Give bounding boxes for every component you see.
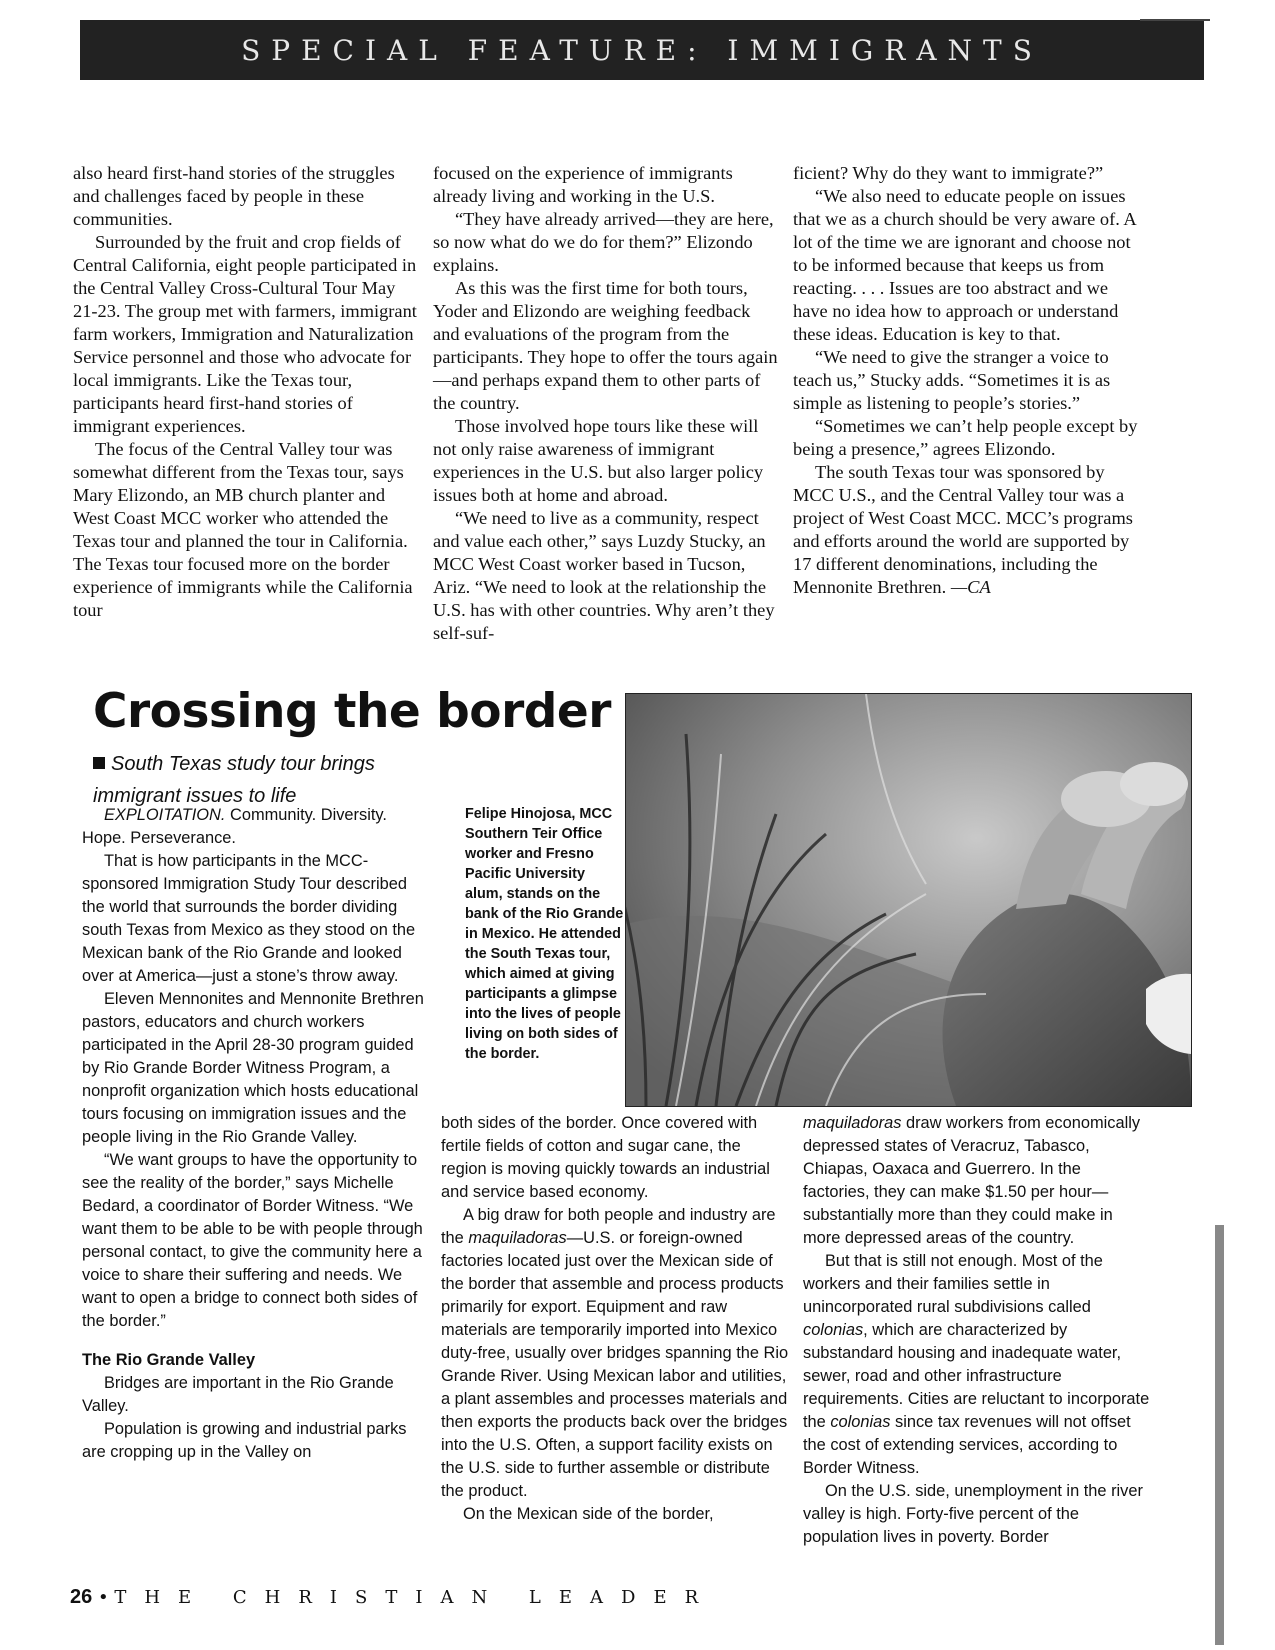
paragraph-text: A big draw for both people and industry are the bbox=[441, 1206, 776, 1247]
paragraph: “Sometimes we can’t help people except by being a presence,” agrees Elizondo. bbox=[793, 416, 1138, 459]
feature-column-1 bbox=[82, 804, 430, 1464]
paragraph: Eleven Mennonites and Mennonite Brethren pastors, educators and church workers participated in the April 28-30 program guided by Rio Grande Border Witness Program, a nonprofit organization which hosts educational tours focusing on immigration issues and the people living in the Rio Grande Valley. bbox=[82, 990, 424, 1146]
author-initials: —CA bbox=[950, 577, 991, 597]
photo-caption: Felipe Hinojosa, MCC Southern Teir Office worker and Fresno Pacific University alum, stands on the bank of the Rio Grande in Mexico. He attended the South Texas tour, which aimed at giving participants a glimpse into the lives of people living on both sides of the border. bbox=[465, 806, 624, 1062]
paragraph: Those involved hope tours like these will not only raise awareness of immigrant experiences in the U.S. but also larger policy issues both at home and abroad. bbox=[433, 416, 764, 505]
paragraph: “We need to live as a community, respect and value each other,” says Luzdy Stucky, an MCC West Coast worker based in Tucson, Ariz. “We need to look at the relationship the U.S. has with other countries. Why aren’t they self-suf- bbox=[433, 508, 775, 643]
paragraph bbox=[803, 1112, 1151, 1250]
paragraph bbox=[82, 804, 430, 850]
paragraph: On the U.S. side, unemployment in the river valley is high. Forty-five percent of the population lives in poverty. Border bbox=[803, 1482, 1143, 1546]
bullet-square-icon bbox=[93, 757, 105, 769]
photo-illustration bbox=[626, 694, 1191, 1106]
feature-headline: Crossing the border bbox=[93, 684, 611, 739]
paragraph bbox=[441, 1204, 789, 1503]
page-edge-bar bbox=[1215, 1225, 1224, 1645]
paragraph: “We want groups to have the opportunity to see the reality of the border,” says Michelle Bedard, a coordinator of Border Witness. “We want them to be able to be with people through personal contact, to give the community here a voice to share their suffering and needs. We want to open a bridge to connect both sides of the border.” bbox=[82, 1151, 423, 1330]
paragraph: also heard first-hand stories of the struggles and challenges faced by people in these communities. bbox=[73, 163, 395, 229]
feature-deck bbox=[93, 748, 433, 812]
feature-photo bbox=[625, 693, 1192, 1107]
paragraph-text: , which are characterized by substandard housing and inadequate water, sewer, road and other infrastructure requirements. Cities are reluctant to incorporate the bbox=[803, 1321, 1150, 1431]
paragraph bbox=[803, 1250, 1151, 1480]
folio-separator: • bbox=[92, 1587, 115, 1608]
italic-term: maquiladoras bbox=[468, 1229, 567, 1247]
page-number: 26 bbox=[70, 1586, 93, 1608]
paragraph: Population is growing and industrial parks are cropping up in the Valley on bbox=[82, 1420, 407, 1461]
paragraph-text: The south Texas tour was sponsored by MCC U.S., and the Central Valley tour was a project of West Coast MCC. MCC’s programs and efforts around the world are supported by 17 different denominations, including the Mennonite Brethren. bbox=[793, 462, 1133, 597]
paragraph: On the Mexican side of the border, bbox=[463, 1505, 714, 1523]
top-article-column-2 bbox=[433, 162, 778, 645]
lead-word: EXPLOITATION. bbox=[104, 806, 226, 824]
paragraph-text: But that is still not enough. Most of the workers and their families settle in unincorporated rural subdivisions called bbox=[803, 1252, 1103, 1316]
publication-name: THE CHRISTIAN LEADER bbox=[114, 1587, 717, 1608]
feature-deck-text: South Texas study tour brings immigrant issues to life bbox=[93, 753, 375, 807]
page-folio bbox=[70, 1586, 716, 1609]
paragraph: As this was the first time for both tours, Yoder and Elizondo are weighing feedback and evaluations of the program from the participants. They hope to offer the tours again—and perhaps expand them to other parts of the country. bbox=[433, 278, 778, 413]
paragraph: Surrounded by the fruit and crop fields of Central California, eight people participated in the Central Valley Cross-Cultural Tour May 21-23. The group met with farmers, immigrant farm workers, Immigration and Naturalization Service personnel and those who advocate for local immigrants. Like the Texas tour, participants heard first-hand stories of immigrant experiences. bbox=[73, 232, 417, 436]
section-banner bbox=[80, 20, 1204, 80]
paragraph: ficient? Why do they want to immigrate?” bbox=[793, 163, 1104, 183]
italic-term: colonias bbox=[830, 1413, 891, 1431]
italic-term: colonias bbox=[803, 1321, 864, 1339]
section-subhead: The Rio Grande Valley bbox=[82, 1351, 256, 1369]
paragraph: focused on the experience of immigrants already living and working in the U.S. bbox=[433, 163, 733, 206]
banner-rule bbox=[1140, 19, 1210, 21]
top-article-column-3 bbox=[793, 162, 1138, 599]
paragraph: That is how participants in the MCC-sponsored Immigration Study Tour described the world that surrounds the border dividing south Texas from Mexico as they stood on the Mexican bank of the Rio Grande and looked over at America—just a stone’s throw away. bbox=[82, 852, 416, 985]
paragraph: The focus of the Central Valley tour was somewhat different from the Texas tour, says Mary Elizondo, an MB church planter and West Coast MCC worker who attended the Texas tour and planned the tour in California. The Texas tour focused more on the border experience of immigrants while the California tour bbox=[73, 439, 413, 620]
section-banner-title: SPECIAL FEATURE: IMMIGRANTS bbox=[241, 34, 1043, 67]
top-article-column-1 bbox=[73, 162, 418, 622]
paragraph: Bridges are important in the Rio Grande Valley. bbox=[82, 1374, 394, 1415]
paragraph: “They have already arrived—they are here, so now what do we do for them?” Elizondo explains. bbox=[433, 209, 774, 275]
feature-column-3 bbox=[803, 1112, 1151, 1549]
paragraph: “We also need to educate people on issues that we as a church should be very aware of. A lot of the time we are ignorant and choose not to be informed because that keeps us from reacting. . . . Issues are too abstract and we have no idea how to approach or understand these ideas. Education is key to that. bbox=[793, 186, 1136, 344]
paragraph-text: draw workers from economically depressed states of Veracruz, Tabasco, Chiapas, Oaxaca and Guerrero. In the factories, they can make $1.50 per hour—substantially more than they could make in more depressed areas of the country. bbox=[803, 1114, 1141, 1247]
italic-term: maquiladoras bbox=[803, 1114, 902, 1132]
paragraph-text: —U.S. or foreign-owned factories located just over the Mexican side of the border that assemble and process products primarily for export. Equipment and raw materials are temporarily imported into Mexico duty-free, usually over bridges spanning the Rio Grande River. Using Mexican labor and utilities, a plant assembles and processes materials and then exports the products back over the bridges into the U.S. Often, a support facility exists on the U.S. side to further assemble or distribute the product. bbox=[441, 1229, 789, 1500]
paragraph-text: since tax revenues will not offset the cost of extending services, according to Border Witness. bbox=[803, 1413, 1131, 1477]
feature-column-2 bbox=[441, 1112, 789, 1526]
paragraph bbox=[793, 461, 1138, 599]
paragraph: both sides of the border. Once covered with fertile fields of cotton and sugar cane, the region is moving quickly towards an industrial and service based economy. bbox=[441, 1114, 770, 1201]
paragraph: “We need to give the stranger a voice to teach us,” Stucky adds. “Sometimes it is as simple as listening to people’s stories.” bbox=[793, 347, 1111, 413]
paragraph-text: Community. Diversity. Hope. Perseverance. bbox=[82, 806, 387, 847]
